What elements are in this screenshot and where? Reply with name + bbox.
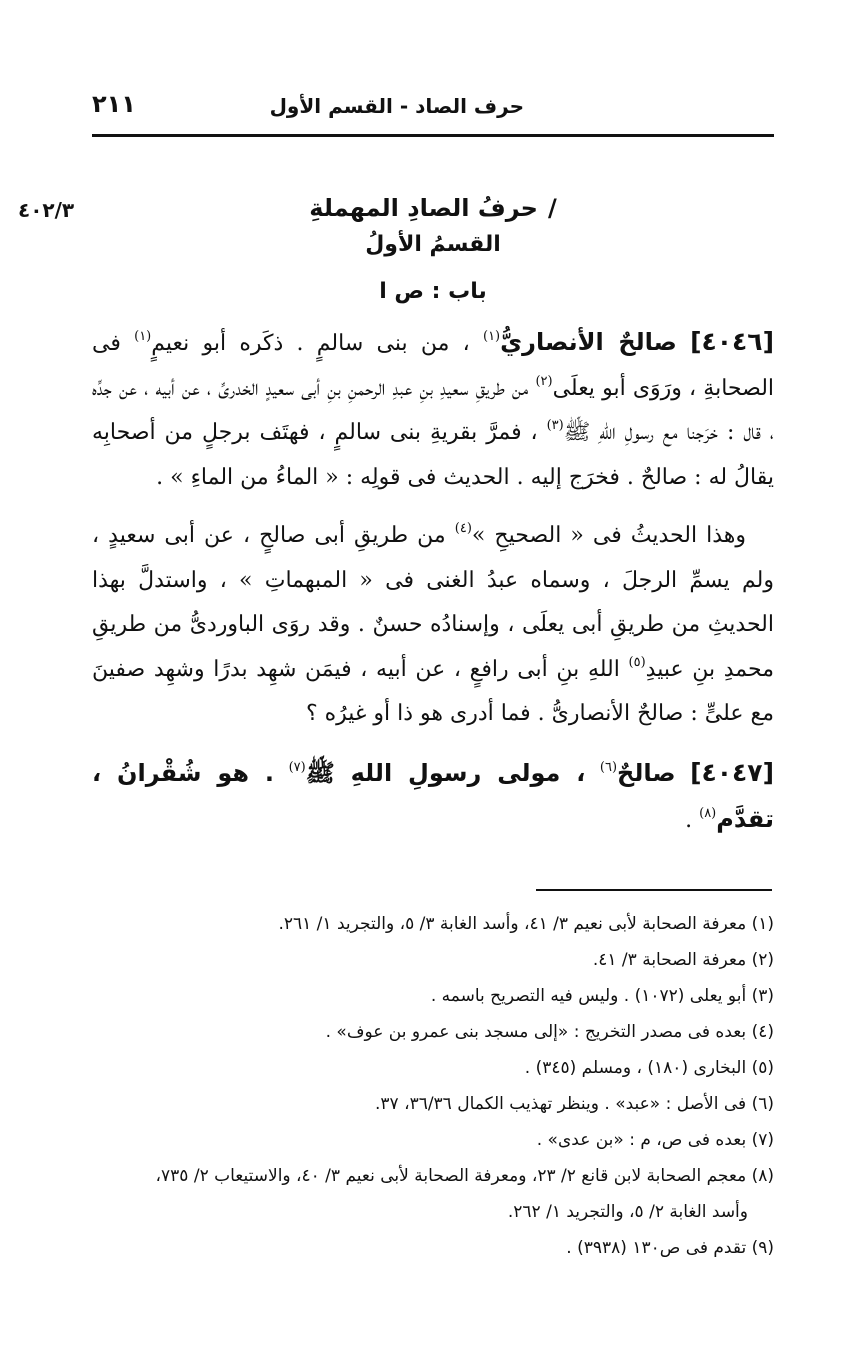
entry-text: من طريقِ سعيدِ بنِ عبدِ الرحمنِ بنِ أبى سعيدٍ الخدرىِّ ، عن أبيه ، عن جدِّه ، قال : خرَجنا مع رسولِ اللهِ ﷺ [92,375,774,445]
bab-heading: باب : ص ا [379,279,487,304]
part-heading: القسمُ الأولُ [365,232,501,257]
chapter-headings [92,188,774,312]
footnote-ref[interactable]: (١) [134,329,152,344]
page-number: ٢١١ [92,90,136,118]
footnote-8 [92,1158,774,1230]
margin-volume-page-reference: ٤٠٢/٣ [18,198,75,222]
entry-name: صالحٌ الأنصاريُّ [500,328,677,356]
entry-number: [٤٠٤٧] [690,757,774,787]
footnote-6: (٦) فى الأصل : «عبد» . وينظر تهذيب الكمال ٣٦/٣٦، ٣٧. [375,1094,774,1114]
entry-text: فى الصحابةِ ، ورَوَى أبو يعلَى [92,331,775,401]
entry-text: ، مولى رسولِ اللهِ ﷺ [305,758,586,787]
paragraph-text: وهذا الحديثُ فى « الصحيحِ » [471,523,746,548]
entry-text: ، من بنى سالمٍ . ذكَره أبو نعيمٍ [151,331,470,356]
footnote-4: (٤) بعده فى مصدر التخريج : «إلى مسجد بنى عمرو بن عوف» . [325,1022,774,1042]
running-title: حرف الصاد - القسم الأول [269,94,524,118]
footnote-7: (٧) بعده فى ص، م : «بن عدى» . [536,1130,774,1150]
entry-4047 [92,751,774,844]
footnotes [92,906,774,1266]
paragraph-text: من طريقِ أبى صالحٍ ، عن أبى سعيدٍ ، ولم يسمِّ الرجلَ ، وسماه عبدُ الغنى فى « المبهماتِ » ، واستدلَّ بهذا الحديثِ من طريقِ أبى يعلَى ، وإسنادُه حسنٌ . وقد روَى الباوردىُّ من طريقِ محمدِ بنِ عبيدِ [92,523,774,682]
section-heading [92,188,774,228]
footnote-9: (٩) تقدم فى ص١٣٠ (٣٩٣٨) . [566,1238,774,1258]
main-text [92,320,774,844]
footnote-ref[interactable]: (٢) [535,373,553,389]
footnote-ref[interactable]: (١) [482,329,501,344]
footnote-ref[interactable]: (٥) [628,654,646,670]
footnote-5: (٥) البخارى (١٨٠) ، ومسلم (٣٤٥) . [524,1058,774,1078]
footnote-ref[interactable]: (٨) [699,806,717,821]
footnote-1: (١) معرفة الصحابة لأبى نعيم ٣/ ٤١، وأسد الغابة ٣/ ٥، والتجريد ١/ ٢٦١. [278,914,774,934]
section-title: حرفُ الصادِ المهملةِ [309,194,538,222]
footnote-ref[interactable]: (٤) [454,521,472,536]
footnote-8-text: (٨) معجم الصحابة لابن قانع ٢/ ٢٣، ومعرفة الصحابة لأبى نعيم ٣/ ٤٠، والاستيعاب ٢/ ٧٣٥، [155,1166,774,1186]
footnote-3: (٣) أبو يعلى (١٠٧٢) . وليس فيه التصريح باسمه . [430,986,774,1006]
footnote-ref[interactable]: (٧) [288,759,306,775]
entry-number: [٤٠٤٦] [690,327,774,356]
entry-text: . [685,808,693,833]
page-header [92,88,774,132]
footnote-ref[interactable]: (٦) [599,759,618,775]
footnote-8-continuation: وأسد الغابة ٢/ ٥، والتجريد ١/ ٢٦٢. [507,1202,748,1222]
page-break-slash: / [547,194,557,222]
entry-name: صالحٌ [617,758,676,787]
entry-text: ، فمرَّ بقريةِ بنى سالمٍ ، فهتَف برجلٍ من أصحابِه يقالُ له : صالحٌ . فخرَج إليه . الحديث فى قولِه : « الماءُ من الماءِ » . [92,420,774,490]
entry-4046 [92,320,774,500]
header-rule [92,134,774,137]
footnote-2: (٢) معرفة الصحابة ٣/ ٤١. [592,950,774,970]
footnote-separator [536,889,772,891]
footnote-ref[interactable]: (٣) [546,418,564,433]
paragraph-text: اللهِ بنِ أبى رافعٍ ، عن أبيه ، فيمَن شهِد بدرًا وشهِد صفينَ مع علىٍّ : صالحٌ الأنصارىُّ . فما أدرى هو ذا أو غيرُه ؟ [92,656,774,726]
entry-text: . هو شُقْرانُ ، تقدَّم [92,758,774,833]
commentary-paragraph [92,514,774,737]
